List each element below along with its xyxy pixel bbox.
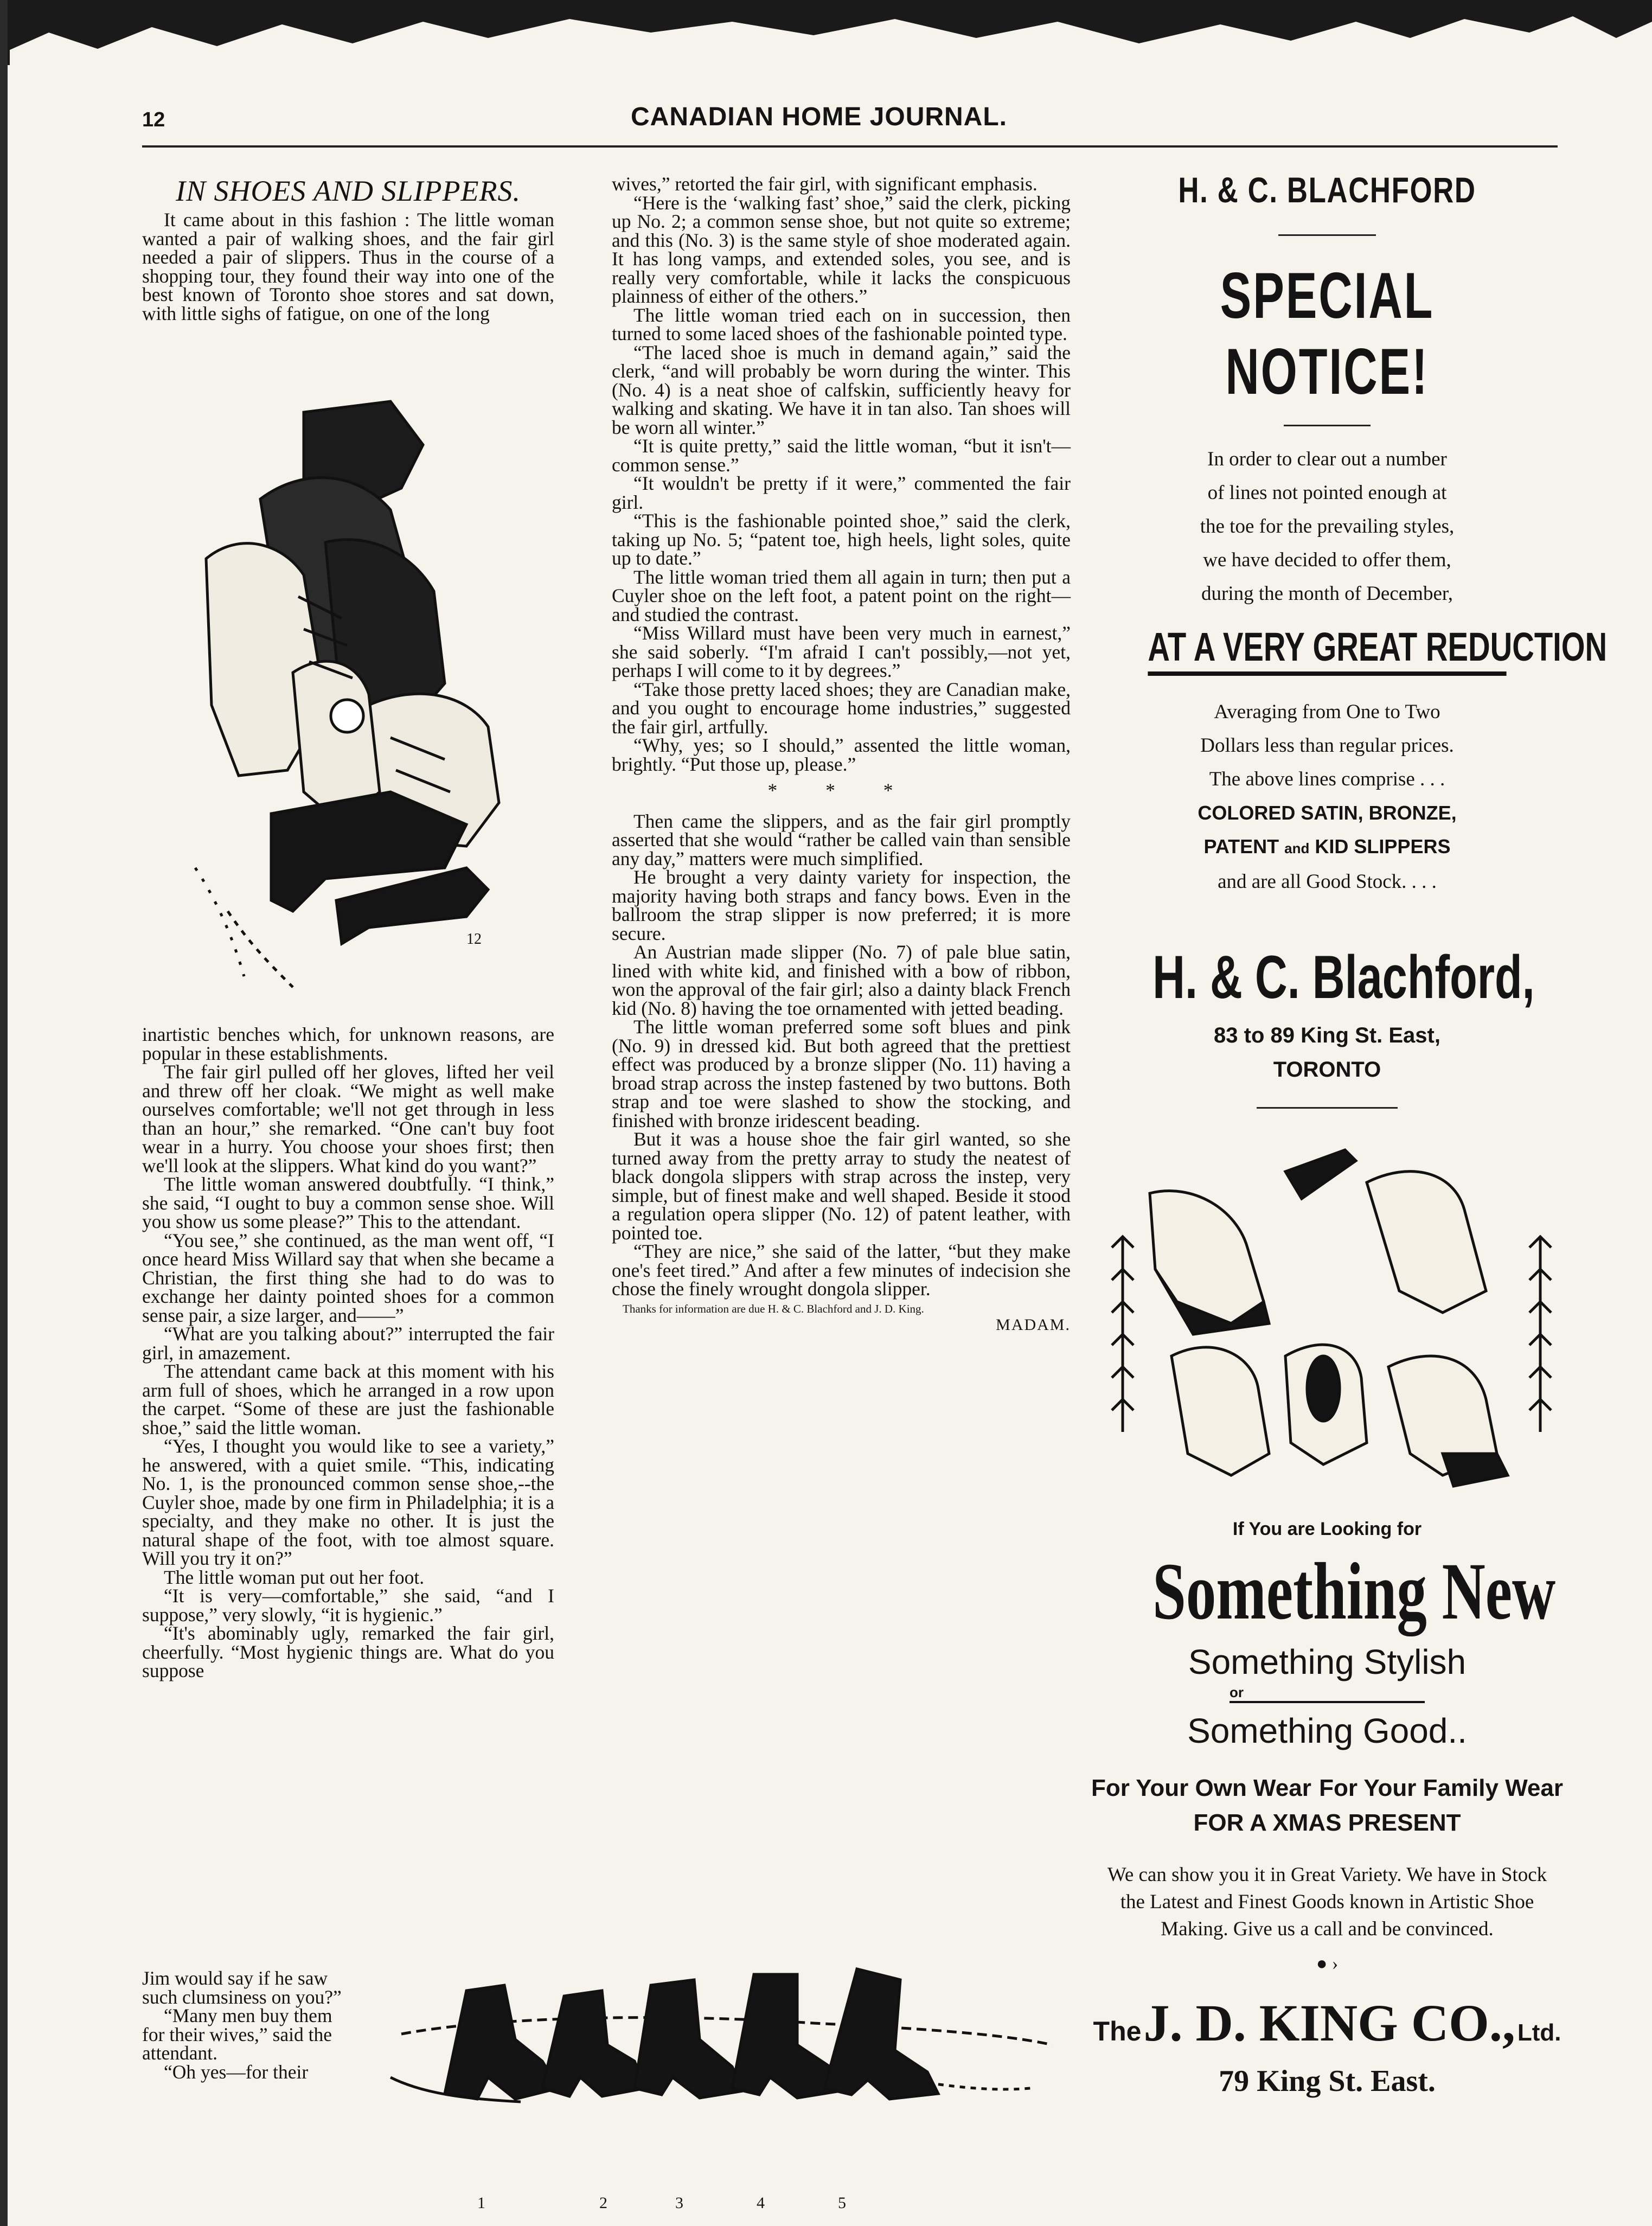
ad-body-line: the toe for the prevailing styles, xyxy=(1200,515,1455,538)
ad-body-line: In order to clear out a number xyxy=(1207,448,1447,470)
paragraph: “You see,” she continued, as the man went off, “I once heard Miss Willard say that when she became a Christian, the first thing she had to do was to exchange her dainty pointed shoes for a common sense pair, a size larger, and——” xyxy=(142,1229,554,1326)
paragraph: “It is quite pretty,” said the little woman, “but it isn't—common sense.” xyxy=(612,435,1071,476)
author-signature: MADAM. xyxy=(996,1315,1071,1334)
blachford-advertisement xyxy=(1091,169,1608,1109)
paragraph: Then came the slippers, and as the fair girl promptly asserted that she would “rather be called vain than sensible any day,” matters were much simplified. xyxy=(612,810,1071,869)
section-separator: * * * xyxy=(767,779,915,801)
ad-body-line: we have decided to offer them, xyxy=(1203,549,1451,571)
ad-company-line xyxy=(1091,1993,1563,2053)
ad-body-line: of lines not pointed enough at xyxy=(1207,482,1447,504)
journal-title: CANADIAN HOME JOURNAL. xyxy=(631,103,1007,131)
paragraph: An Austrian made slipper (No. 7) of pale blue satin, lined with white kid, and finished with a bow of ribbon, won the approval of the fair girl; also a dainty black French kid (No. 8) having the toe ornamented with jetted beading. xyxy=(612,941,1071,1019)
shoe-row-illustration xyxy=(380,1953,1063,2180)
paragraph: “Here is the ‘walking fast’ shoe,” said the clerk, picking up No. 2; a common sense shoe, but not quite so extreme; and this (No. 3) is the same style of shoe moderated again. It has long vamps, and extended soles, you see, and is really very comfortable, while it lacks the conspicuous plainness of either of the others.” xyxy=(612,191,1071,307)
paragraph: Jim would say if he saw such clumsiness on you?” xyxy=(142,1967,342,2008)
ad-wear-row xyxy=(1091,1775,1563,1802)
left-ornament-border xyxy=(1112,1237,1134,1432)
ad-body-line: The above lines comprise . . . xyxy=(1209,768,1445,790)
ad-body-line: and are all Good Stock. . . . xyxy=(1218,871,1437,893)
credit-line: Thanks for information are due H. & C. Blachford and J. D. King. xyxy=(623,1302,924,1315)
header-rule xyxy=(142,145,1558,148)
article-title: IN SHOES AND SLIPPERS. xyxy=(176,175,521,207)
ad-headline: SPECIAL NOTICE! xyxy=(1220,259,1435,408)
paragraph: The little woman preferred some soft blues and pink (No. 9) in dressed kid. But both agreed that the prettiest effect was produced by a bronze slipper (No. 11) having a broad strap across the instep fastened by two buttons. Both strap and toe were slashed to show the stocking, and finished with bronze iridescent beading. xyxy=(612,1016,1071,1131)
ad-company-ltd: Ltd. xyxy=(1517,2019,1561,2046)
left-scan-edge xyxy=(0,0,8,2226)
king-shoes-illustration xyxy=(1106,1128,1557,1508)
jd-king-advertisement xyxy=(1091,1519,1563,2099)
paragraph: “It is very—comfortable,” she said, “and I suppose,” very slowly, “it is hygienic.” xyxy=(142,1585,554,1626)
ad-family-wear: For Your Family Wear xyxy=(1319,1775,1563,1801)
ad-xmas-line: FOR A XMAS PRESENT xyxy=(1193,1809,1461,1836)
shoe-label-4: 4 xyxy=(757,2194,765,2212)
ad-king-body: We can show you it in Great Variety. We have in Stock the Latest and Finest Goods known in Artistic Shoe Making. Give us a call and be convinced. xyxy=(1107,1864,1547,1940)
paragraph: “Oh yes—for their xyxy=(164,2061,309,2083)
shoe-label-2: 2 xyxy=(599,2194,607,2212)
article-column-1-continued xyxy=(142,1025,554,1680)
paragraph: He brought a very dainty variety for inspection, the majority having both straps and fancy bows. Even in the ballroom the strap slipper is now preferred; it is more secure. xyxy=(612,866,1071,944)
ad-body-line: Dollars less than regular prices. xyxy=(1200,734,1454,757)
ad-items-line: COLORED SATIN, BRONZE, xyxy=(1198,802,1457,824)
ad-item-patent: PATENT xyxy=(1203,835,1279,858)
ad-lead-line: If You are Looking for xyxy=(1232,1519,1422,1539)
ornament-dot: ● › xyxy=(1316,1954,1339,1974)
paragraph: “What are you talking about?” interrupted the fair girl, in amazement. xyxy=(142,1323,554,1364)
paragraph: The little woman put out her foot. xyxy=(164,1566,425,1588)
paragraph: “The laced shoe is much in demand again,” said the clerk, “and will probably be worn during the winter. This (No. 4) is a neat shoe of calfskin, sufficiently heavy for walking and skating. We have it in tan also. Tan shoes will be worn all winter.” xyxy=(612,341,1071,438)
torn-page-edge xyxy=(0,0,1652,65)
ad-brand-name: H. & C. BLACHFORD xyxy=(1178,170,1476,210)
paragraph: The little woman answered doubtfully. “I think,” she said, “I ought to buy a common sense shoe. Will you show us some please?” This to the attendant. xyxy=(142,1173,554,1232)
paragraph: “It wouldn't be pretty if it were,” commented the fair girl. xyxy=(612,472,1071,513)
ad-city: TORONTO xyxy=(1273,1058,1381,1082)
shoe-label-3: 3 xyxy=(675,2194,683,2212)
paragraph: “It's abominably ugly, remarked the fair girl, cheerfully. “Most hygienic things are. What do you suppose xyxy=(142,1622,554,1681)
ad-item-and: and xyxy=(1284,840,1310,856)
article-column-1 xyxy=(142,175,554,323)
article-column-2 xyxy=(612,175,1071,1334)
ad-or-divider: or xyxy=(1230,1684,1425,1703)
page-number: 12 xyxy=(142,108,165,131)
shoe-label-5: 5 xyxy=(838,2194,846,2212)
paragraph: But it was a house shoe the fair girl wanted, so she turned away from the pretty array to study the neatest of black dongola slippers with strap across the instep, very simple, but of finest make and well shaped. Beside it stood a regulation opera slipper (No. 12) of patent leather, with pointed toe. xyxy=(612,1128,1071,1244)
paragraph: “Take those pretty laced shoes; they are Canadian make, and you ought to encourage home industries,” suggested the fair girl, artfully. xyxy=(612,678,1071,738)
ad-rule xyxy=(1278,234,1376,236)
ad-item-kid-slippers: KID SLIPPERS xyxy=(1315,835,1451,858)
ad-address: 83 to 89 King St. East, xyxy=(1214,1024,1440,1047)
paragraph: “Miss Willard must have been very much in earnest,” she said soberly. “I'm afraid I can't possibly,—not yet, perhaps I will come to it by degrees.” xyxy=(612,622,1071,681)
paragraph: The little woman tried each on in succession, then turned to some laced shoes of the fashionable pointed type. xyxy=(612,304,1071,344)
ad-items-line xyxy=(1091,830,1563,865)
ad-brand-name-large: H. & C. Blachford, xyxy=(1152,943,1535,1011)
paragraph: The attendant came back at this moment with his arm full of shoes, which he arranged in a row upon the carpet. “Some of these are just the fashionable shoe,” said the little woman. xyxy=(142,1360,554,1438)
ad-something-stylish: Something Stylish xyxy=(1188,1642,1467,1681)
ad-rule xyxy=(1284,425,1371,426)
ad-notice-body xyxy=(1091,443,1563,611)
paragraph: wives,” retorted the fair girl, with significant emphasis. xyxy=(612,173,1038,195)
paragraph: inartistic benches which, for unknown reasons, are popular in these establishments. xyxy=(142,1024,554,1064)
ad-body-line: Averaging from One to Two xyxy=(1214,701,1440,723)
shoe-pile-illustration xyxy=(163,380,542,1020)
ad-something-good: Something Good.. xyxy=(1187,1711,1467,1750)
paragraph: “Yes, I thought you would like to see a variety,” he answered, with a quiet smile. “This, indicating No. 1, is the pronounced common sense shoe,--the Cuyler shoe, made by one firm in Philadelphia; it is a specialty, and they make no other. It is just the natural shape of the foot, with toe almost square. Will you try it on?” xyxy=(142,1435,554,1569)
ad-prices-body xyxy=(1091,695,1563,899)
paragraph: “Why, yes; so I should,” assented the little woman, brightly. “Put those up, please.” xyxy=(612,734,1071,775)
ad-own-wear: For Your Own Wear xyxy=(1091,1775,1311,1801)
paragraph: The little woman tried them all again in turn; then put a Cuyler shoe on the left foot, a patent point on the right—and studied the contrast. xyxy=(612,566,1071,625)
paragraph: “Many men buy them for their wives,” said the attendant. xyxy=(142,2005,332,2064)
shoe-label-1: 1 xyxy=(477,2194,485,2212)
ad-body-line: during the month of December, xyxy=(1201,583,1453,605)
ad-something-new: Something New xyxy=(1152,1546,1556,1636)
paragraph: It came about in this fashion : The little woman wanted a pair of walking shoes, and the fair girl needed a pair of slippers. Thus in the course of a shopping tour, they found their way into one of the best known of Toronto shoe stores and sat down, with little sighs of fatigue, on one of the long xyxy=(142,209,554,324)
article-column-1-end xyxy=(142,1969,348,2081)
paragraph: “They are nice,” she said of the latter, “but they make one's feet tired.” And after a few minutes of indecision she chose the finely wrought dongola slipper. xyxy=(612,1240,1071,1300)
ad-company-the: The xyxy=(1093,2016,1142,2046)
illustration-number: 12 xyxy=(466,931,482,948)
ad-king-address: 79 King St. East. xyxy=(1219,2064,1436,2098)
ad-company-name: J. D. KING CO., xyxy=(1143,1994,1515,2052)
paragraph: “This is the fashionable pointed shoe,” said the clerk, taking up No. 5; “patent toe, high heels, light soles, quite up to date.” xyxy=(612,510,1071,569)
ad-rule xyxy=(1257,1107,1398,1109)
paragraph: The fair girl pulled off her gloves, lifted her veil and threw off her cloak. “We might as well make ourselves comfortable; we'll not get through in less than an hour,” she remarked. “One can't buy foot wear in a hurry. You choose your shoes first; then we'll look at the slippers. What kind do you want?” xyxy=(142,1061,554,1176)
ad-reduction-banner: AT A VERY GREAT REDUCTION xyxy=(1148,623,1506,676)
